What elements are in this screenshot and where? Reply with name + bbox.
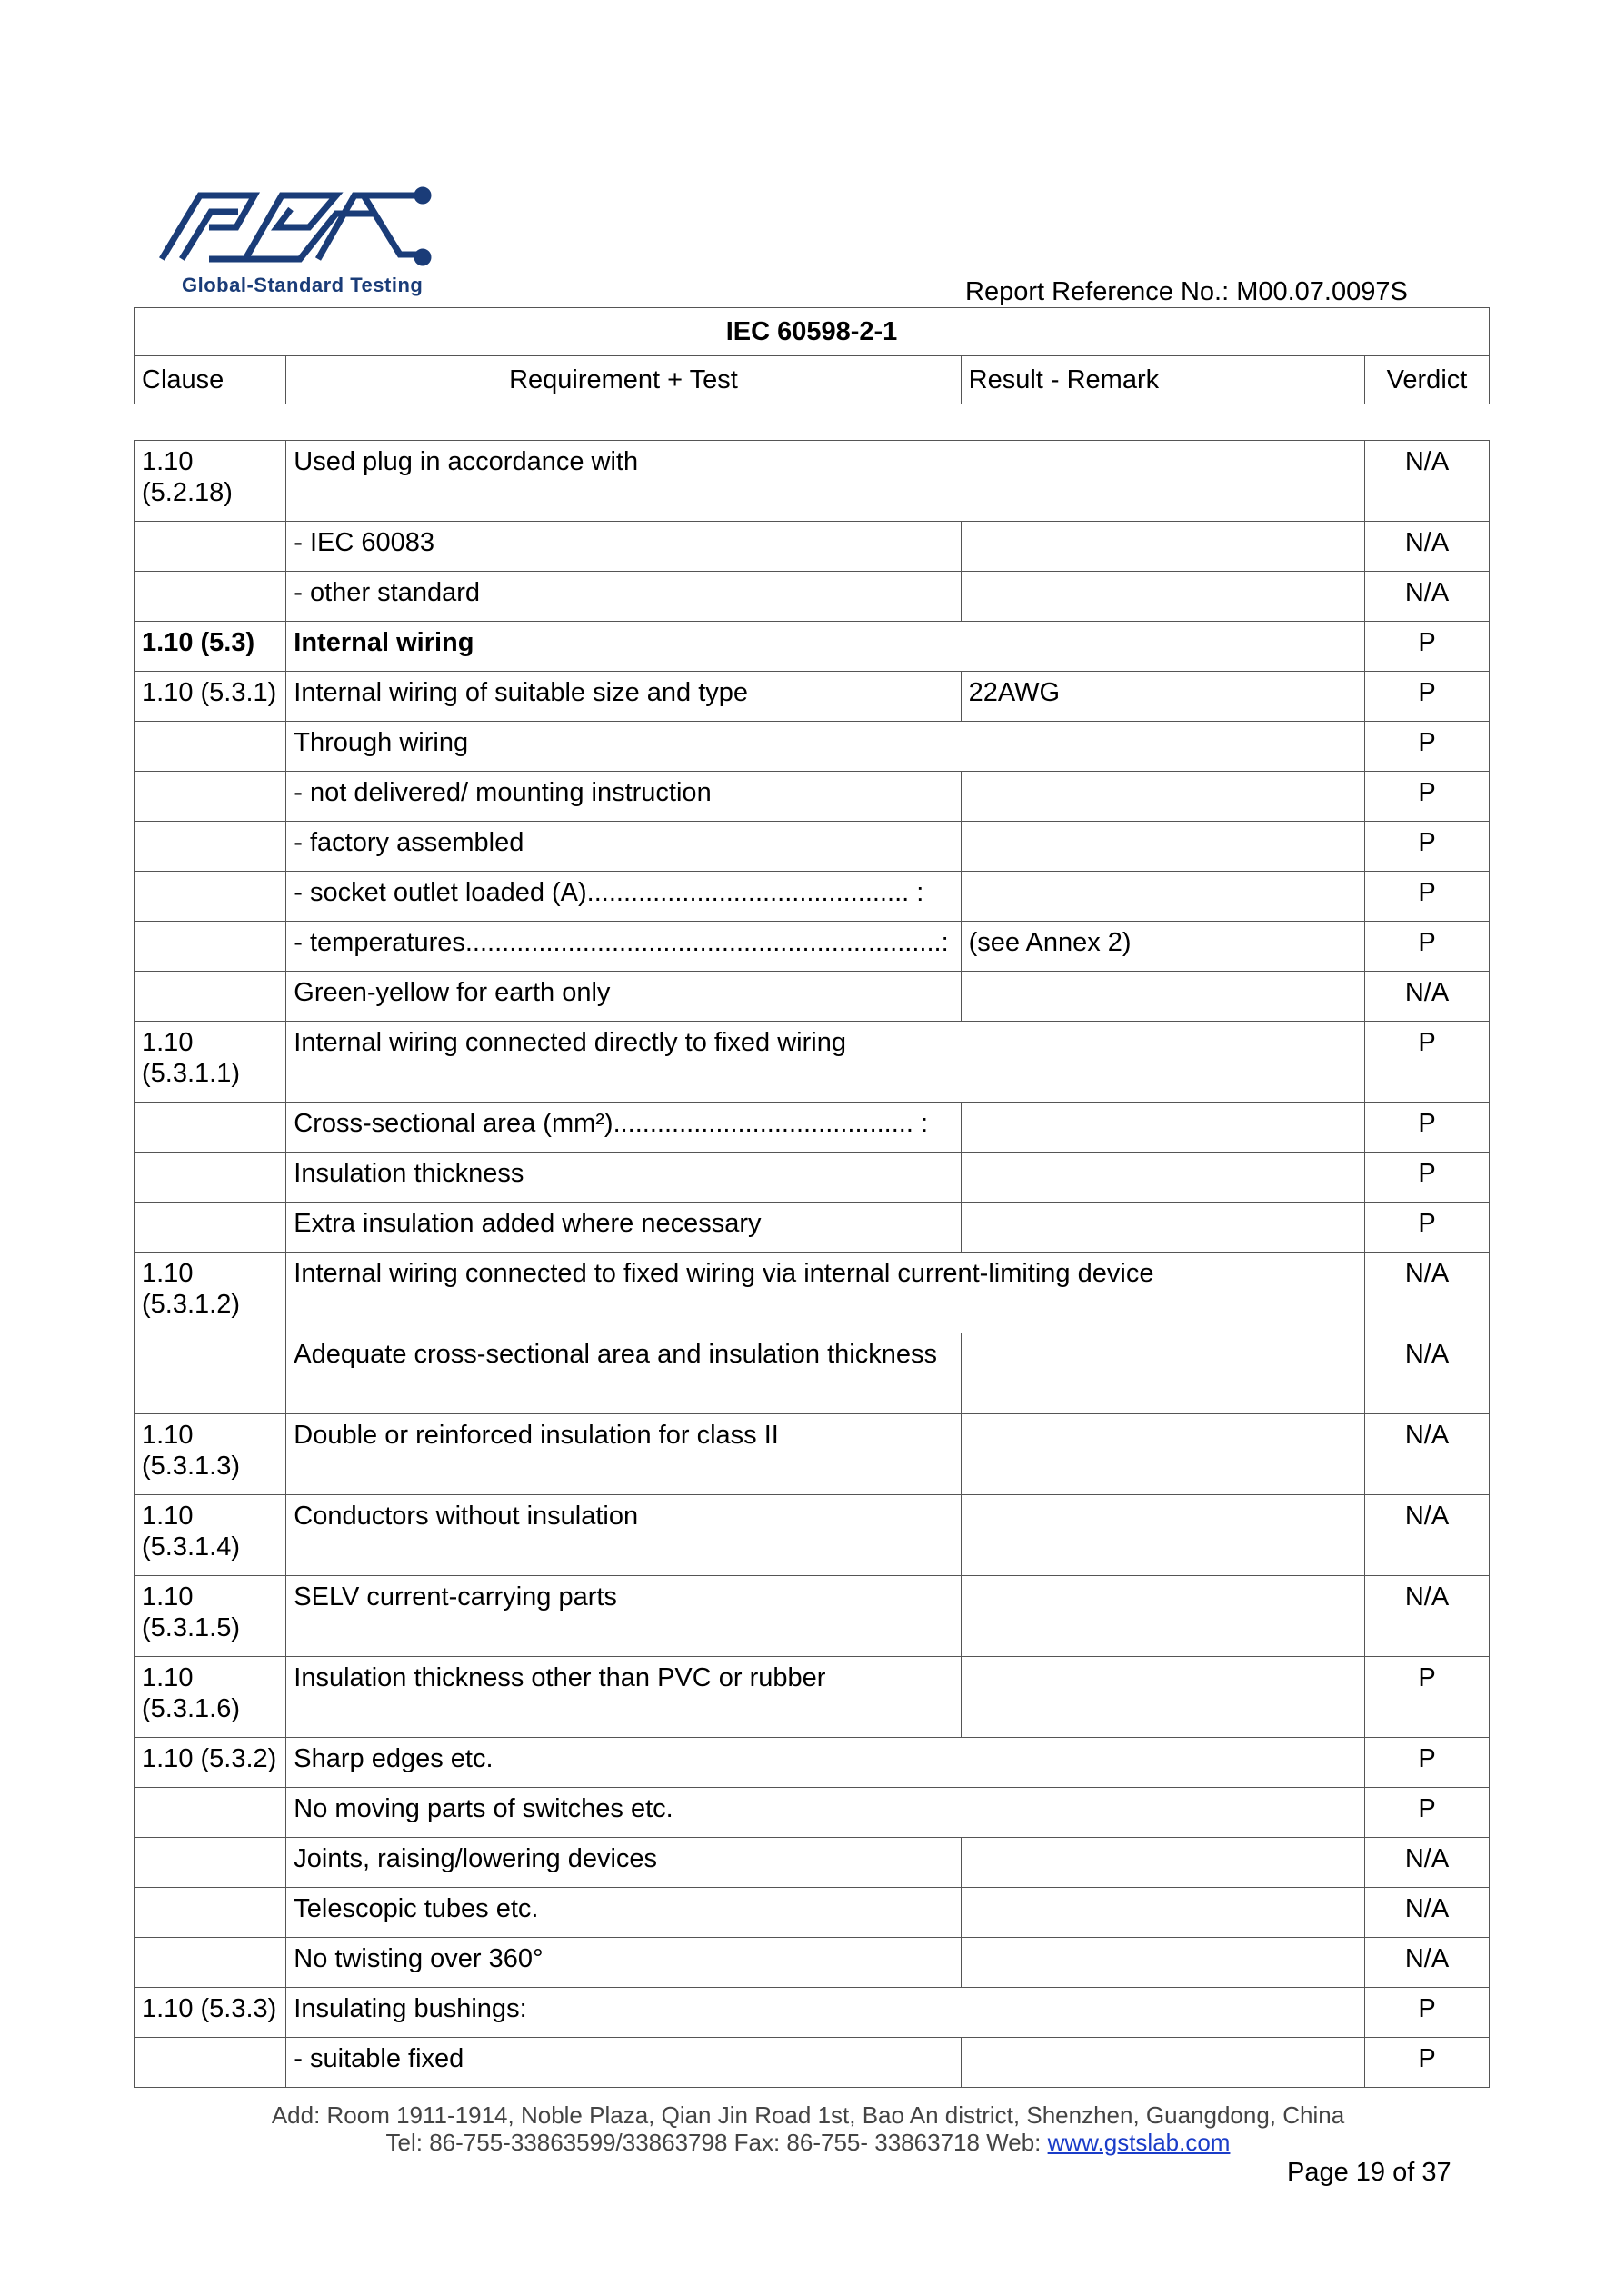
verdict-cell: P xyxy=(1365,1022,1490,1103)
verdict-cell: P xyxy=(1365,1103,1490,1153)
requirement-cell: - factory assembled xyxy=(286,822,961,872)
table-row xyxy=(135,1738,1490,1788)
standard-title: IEC 60598-2-1 xyxy=(135,308,1490,356)
verdict-cell: N/A xyxy=(1365,1888,1490,1938)
result-cell xyxy=(961,1333,1364,1414)
clause-cell xyxy=(135,872,286,922)
requirement-cell: Internal wiring connected to fixed wiring via internal current-limiting device xyxy=(286,1253,1365,1333)
table-row xyxy=(135,1576,1490,1657)
result-cell xyxy=(961,1495,1364,1576)
verdict-cell: P xyxy=(1365,1788,1490,1838)
verdict-cell: N/A xyxy=(1365,572,1490,622)
clause-cell xyxy=(135,1153,286,1203)
table-row xyxy=(135,772,1490,822)
requirement-cell: No moving parts of switches etc. xyxy=(286,1788,1365,1838)
requirement-cell: Insulation thickness xyxy=(286,1153,961,1203)
verdict-cell: P xyxy=(1365,1657,1490,1738)
requirement-cell: Adequate cross-sectional area and insulation thickness xyxy=(286,1333,961,1414)
verdict-cell: P xyxy=(1365,822,1490,872)
table-row xyxy=(135,1203,1490,1253)
verdict-cell: P xyxy=(1365,1203,1490,1253)
requirement-cell: - IEC 60083 xyxy=(286,522,961,572)
requirement-cell: - not delivered/ mounting instruction xyxy=(286,772,961,822)
clause-cell xyxy=(135,922,286,972)
table-row xyxy=(135,1988,1490,2038)
table-row xyxy=(135,1657,1490,1738)
clause-cell xyxy=(135,572,286,622)
requirements-table xyxy=(134,440,1490,2088)
clause-cell: 1.10 (5.3.1.5) xyxy=(135,1576,286,1657)
clause-cell xyxy=(135,722,286,772)
table-row xyxy=(135,922,1490,972)
result-cell xyxy=(961,972,1364,1022)
result-cell xyxy=(961,1103,1364,1153)
table-row xyxy=(135,522,1490,572)
clause-cell xyxy=(135,1838,286,1888)
requirement-cell: Double or reinforced insulation for class II xyxy=(286,1414,961,1495)
requirement-cell: Green-yellow for earth only xyxy=(286,972,961,1022)
footer-address: Add: Room 1911-1914, Noble Plaza, Qian Jin Road 1st, Bao An district, Shenzhen, Guangdong, China xyxy=(271,2101,1345,2129)
column-header-clause: Clause xyxy=(135,356,286,404)
result-cell: 22AWG xyxy=(961,672,1364,722)
column-header-requirement: Requirement + Test xyxy=(286,356,961,404)
clause-cell: 1.10 (5.2.18) xyxy=(135,441,286,522)
table-row xyxy=(135,1788,1490,1838)
clause-cell: 1.10 (5.3.1.2) xyxy=(135,1253,286,1333)
requirement-cell: - other standard xyxy=(286,572,961,622)
requirement-cell: Cross-sectional area (mm²)......................................... : xyxy=(286,1103,961,1153)
requirement-cell: - socket outlet loaded (A)............................................ : xyxy=(286,872,961,922)
table-row xyxy=(135,672,1490,722)
footer-contact-text: Tel: 86-755-33863599/33863798 Fax: 86-755- 33863718 Web: xyxy=(385,2129,1048,2156)
result-cell: (see Annex 2) xyxy=(961,922,1364,972)
clause-cell xyxy=(135,1333,286,1414)
verdict-cell: N/A xyxy=(1365,1495,1490,1576)
verdict-cell: N/A xyxy=(1365,1253,1490,1333)
result-cell xyxy=(961,1203,1364,1253)
verdict-cell: P xyxy=(1365,2038,1490,2088)
requirement-cell: Internal wiring of suitable size and type xyxy=(286,672,961,722)
verdict-cell: N/A xyxy=(1365,1938,1490,1988)
table-row xyxy=(135,822,1490,872)
result-cell xyxy=(961,1938,1364,1988)
verdict-cell: P xyxy=(1365,922,1490,972)
requirement-cell: Insulating bushings: xyxy=(286,1988,1365,2038)
requirement-cell: Sharp edges etc. xyxy=(286,1738,1365,1788)
report-reference: Report Reference No.: M00.07.0097S xyxy=(965,277,1408,306)
requirement-cell: Insulation thickness other than PVC or rubber xyxy=(286,1657,961,1738)
clause-cell: 1.10 (5.3.1) xyxy=(135,672,286,722)
requirement-cell: Used plug in accordance with xyxy=(286,441,1365,522)
clause-cell: 1.10 (5.3.1.4) xyxy=(135,1495,286,1576)
result-cell xyxy=(961,1576,1364,1657)
verdict-cell: N/A xyxy=(1365,1576,1490,1657)
clause-cell xyxy=(135,522,286,572)
table-row xyxy=(135,872,1490,922)
table-row xyxy=(135,1495,1490,1576)
result-cell xyxy=(961,822,1364,872)
table-row xyxy=(135,972,1490,1022)
table-row xyxy=(135,1938,1490,1988)
result-cell xyxy=(961,1414,1364,1495)
column-header-verdict: Verdict xyxy=(1365,356,1490,404)
clause-cell xyxy=(135,822,286,872)
verdict-cell: P xyxy=(1365,1988,1490,2038)
requirement-cell: - suitable fixed xyxy=(286,2038,961,2088)
verdict-cell: P xyxy=(1365,672,1490,722)
requirement-cell: SELV current-carrying parts xyxy=(286,1576,961,1657)
clause-cell: 1.10 (5.3) xyxy=(135,622,286,672)
requirement-cell: Internal wiring xyxy=(286,622,1365,672)
result-cell xyxy=(961,1657,1364,1738)
clause-cell: 1.10 (5.3.3) xyxy=(135,1988,286,2038)
requirement-cell: - temperatures.................................................................: xyxy=(286,922,961,972)
verdict-cell: N/A xyxy=(1365,1414,1490,1495)
requirement-cell: Extra insulation added where necessary xyxy=(286,1203,961,1253)
table-row xyxy=(135,1253,1490,1333)
table-row xyxy=(135,1888,1490,1938)
table-row xyxy=(135,1414,1490,1495)
verdict-cell: P xyxy=(1365,722,1490,772)
requirement-cell: Through wiring xyxy=(286,722,1365,772)
company-logo xyxy=(155,186,454,309)
gst-logo-icon xyxy=(155,186,445,277)
result-cell xyxy=(961,572,1364,622)
clause-cell xyxy=(135,972,286,1022)
result-cell xyxy=(961,1153,1364,1203)
result-cell xyxy=(961,1838,1364,1888)
table-row xyxy=(135,1153,1490,1203)
result-cell xyxy=(961,1888,1364,1938)
clause-cell xyxy=(135,1203,286,1253)
result-cell xyxy=(961,2038,1364,2088)
verdict-cell: N/A xyxy=(1365,1333,1490,1414)
table-row xyxy=(135,572,1490,622)
clause-cell xyxy=(135,1888,286,1938)
table-row xyxy=(135,722,1490,772)
result-cell xyxy=(961,772,1364,822)
clause-cell: 1.10 (5.3.1.6) xyxy=(135,1657,286,1738)
logo-text: Global-Standard Testing xyxy=(182,274,424,296)
verdict-cell: N/A xyxy=(1365,522,1490,572)
table-row xyxy=(135,1838,1490,1888)
table-row xyxy=(135,441,1490,522)
table-row xyxy=(135,1333,1490,1414)
requirement-cell: Internal wiring connected directly to fixed wiring xyxy=(286,1022,1365,1103)
clause-cell: 1.10 (5.3.1.1) xyxy=(135,1022,286,1103)
clause-cell xyxy=(135,1788,286,1838)
clause-cell xyxy=(135,1938,286,1988)
clause-cell: 1.10 (5.3.2) xyxy=(135,1738,286,1788)
verdict-cell: N/A xyxy=(1365,972,1490,1022)
requirement-cell: Telescopic tubes etc. xyxy=(286,1888,961,1938)
clause-cell xyxy=(135,772,286,822)
header-table xyxy=(134,307,1490,404)
table-row xyxy=(135,2038,1490,2088)
website-link[interactable]: www.gstslab.com xyxy=(1047,2129,1231,2156)
verdict-cell: N/A xyxy=(1365,441,1490,522)
table-row xyxy=(135,622,1490,672)
table-row xyxy=(135,1022,1490,1103)
verdict-cell: P xyxy=(1365,622,1490,672)
clause-cell: 1.10 (5.3.1.3) xyxy=(135,1414,286,1495)
requirement-cell: Conductors without insulation xyxy=(286,1495,961,1576)
result-cell xyxy=(961,522,1364,572)
verdict-cell: P xyxy=(1365,772,1490,822)
verdict-cell: P xyxy=(1365,1153,1490,1203)
page-number: Page 19 of 37 xyxy=(1287,2158,1451,2187)
verdict-cell: N/A xyxy=(1365,1838,1490,1888)
verdict-cell: P xyxy=(1365,1738,1490,1788)
requirement-cell: Joints, raising/lowering devices xyxy=(286,1838,961,1888)
result-cell xyxy=(961,872,1364,922)
table-row xyxy=(135,1103,1490,1153)
clause-cell xyxy=(135,2038,286,2088)
column-header-result: Result - Remark xyxy=(961,356,1364,404)
clause-cell xyxy=(135,1103,286,1153)
footer-contact xyxy=(0,2129,1616,2157)
verdict-cell: P xyxy=(1365,872,1490,922)
requirement-cell: No twisting over 360° xyxy=(286,1938,961,1988)
